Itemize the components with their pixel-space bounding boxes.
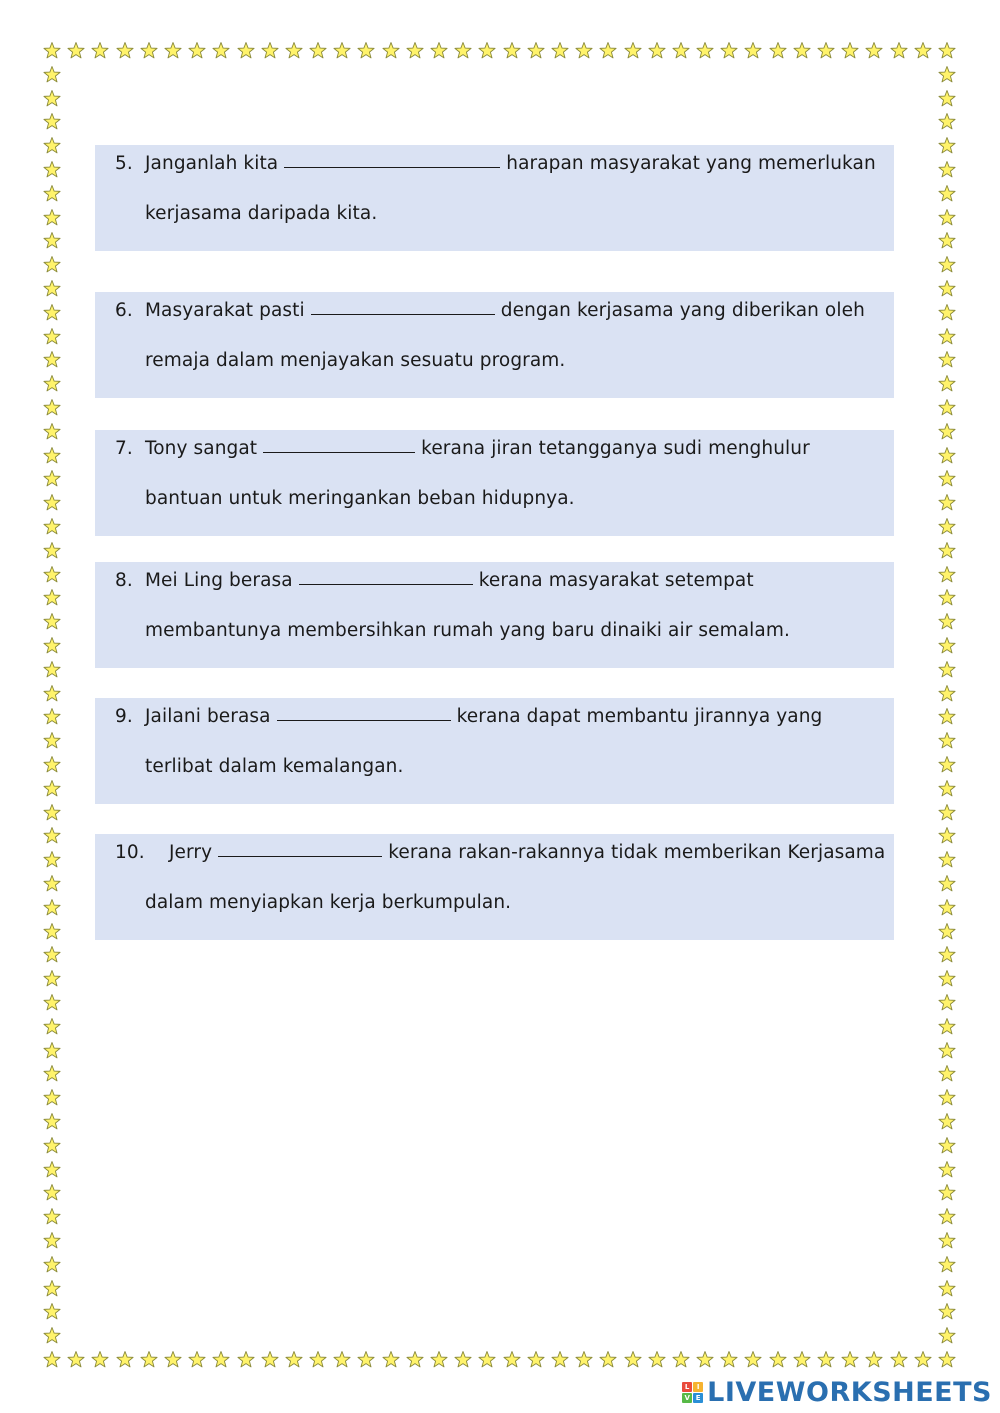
star-icon bbox=[42, 1350, 62, 1370]
star-icon bbox=[42, 446, 62, 466]
star-icon bbox=[526, 1350, 546, 1370]
star-icon bbox=[332, 41, 352, 61]
star-icon bbox=[42, 327, 62, 347]
star-icon bbox=[937, 374, 957, 394]
star-icon bbox=[405, 41, 425, 61]
star-icon bbox=[477, 41, 497, 61]
liveworksheets-logo-icon bbox=[682, 1382, 703, 1403]
question-text-before: Tony sangat bbox=[145, 438, 258, 459]
question-text-before: Masyarakat pasti bbox=[145, 300, 305, 321]
star-icon bbox=[66, 41, 86, 61]
star-icon bbox=[477, 1350, 497, 1370]
star-icon bbox=[42, 517, 62, 537]
star-icon bbox=[42, 684, 62, 704]
question-line-2: kerjasama daripada kita. bbox=[145, 203, 378, 224]
star-icon bbox=[937, 1326, 957, 1346]
star-icon bbox=[42, 969, 62, 989]
star-icon bbox=[743, 41, 763, 61]
star-icon bbox=[695, 1350, 715, 1370]
star-icon bbox=[42, 1112, 62, 1132]
star-icon bbox=[937, 1255, 957, 1275]
star-icon bbox=[42, 707, 62, 727]
star-icon bbox=[840, 41, 860, 61]
star-icon bbox=[284, 41, 304, 61]
star-icon bbox=[42, 112, 62, 132]
star-icon bbox=[42, 1207, 62, 1227]
star-icon bbox=[356, 41, 376, 61]
star-icon bbox=[42, 565, 62, 585]
answer-blank[interactable] bbox=[277, 720, 451, 721]
star-icon bbox=[937, 922, 957, 942]
question-number: 6. bbox=[115, 300, 133, 321]
question-line-1 bbox=[115, 570, 754, 591]
star-icon bbox=[864, 1350, 884, 1370]
star-icon bbox=[695, 41, 715, 61]
star-icon bbox=[937, 612, 957, 632]
star-icon bbox=[42, 1279, 62, 1299]
star-icon bbox=[90, 1350, 110, 1370]
question-5 bbox=[95, 145, 894, 251]
star-icon bbox=[937, 279, 957, 299]
star-icon bbox=[187, 1350, 207, 1370]
star-icon bbox=[526, 41, 546, 61]
star-icon bbox=[792, 41, 812, 61]
star-icon bbox=[598, 41, 618, 61]
star-icon bbox=[816, 41, 836, 61]
star-icon bbox=[937, 541, 957, 561]
question-text-before: Janganlah kita bbox=[145, 153, 279, 174]
star-icon bbox=[42, 1088, 62, 1108]
star-icon bbox=[42, 1255, 62, 1275]
star-icon bbox=[937, 660, 957, 680]
star-icon bbox=[163, 1350, 183, 1370]
question-number: 7. bbox=[115, 438, 133, 459]
star-icon bbox=[284, 1350, 304, 1370]
star-icon bbox=[913, 41, 933, 61]
star-icon bbox=[937, 136, 957, 156]
star-icon bbox=[42, 731, 62, 751]
star-icon bbox=[42, 422, 62, 442]
star-icon bbox=[115, 1350, 135, 1370]
star-icon bbox=[937, 112, 957, 132]
logo-letter: I bbox=[693, 1382, 703, 1392]
question-line-2: dalam menyiapkan kerja berkumpulan. bbox=[145, 892, 512, 913]
star-icon bbox=[42, 636, 62, 656]
star-icon bbox=[429, 41, 449, 61]
star-icon bbox=[889, 1350, 909, 1370]
star-icon bbox=[598, 1350, 618, 1370]
star-icon bbox=[864, 41, 884, 61]
star-icon bbox=[937, 565, 957, 585]
star-icon bbox=[550, 41, 570, 61]
star-icon bbox=[937, 65, 957, 85]
question-line-1 bbox=[115, 300, 865, 321]
star-icon bbox=[42, 1017, 62, 1037]
answer-blank[interactable] bbox=[299, 584, 473, 585]
star-icon bbox=[42, 1183, 62, 1203]
star-icon bbox=[453, 1350, 473, 1370]
star-icon bbox=[768, 41, 788, 61]
question-line-1 bbox=[115, 842, 885, 863]
star-icon bbox=[163, 41, 183, 61]
question-text-after: kerana masyarakat setempat bbox=[478, 570, 754, 591]
question-line-2: membantunya membersihkan rumah yang baru dinaiki air semalam. bbox=[145, 620, 790, 641]
star-icon bbox=[937, 1231, 957, 1251]
star-icon bbox=[937, 422, 957, 442]
star-icon bbox=[211, 41, 231, 61]
star-icon bbox=[671, 1350, 691, 1370]
star-icon bbox=[42, 208, 62, 228]
star-icon bbox=[937, 208, 957, 228]
question-line-1 bbox=[115, 153, 876, 174]
star-icon bbox=[937, 850, 957, 870]
star-icon bbox=[42, 1302, 62, 1322]
star-icon bbox=[937, 826, 957, 846]
star-icon bbox=[42, 398, 62, 418]
question-line-1 bbox=[115, 438, 810, 459]
star-icon bbox=[574, 1350, 594, 1370]
star-icon bbox=[937, 945, 957, 965]
star-icon bbox=[42, 89, 62, 109]
question-text-after: harapan masyarakat yang memerlukan bbox=[506, 153, 876, 174]
star-icon bbox=[42, 255, 62, 275]
star-icon bbox=[42, 136, 62, 156]
star-icon bbox=[937, 160, 957, 180]
star-icon bbox=[42, 65, 62, 85]
star-icon bbox=[768, 1350, 788, 1370]
star-icon bbox=[187, 41, 207, 61]
star-icon bbox=[66, 1350, 86, 1370]
question-7 bbox=[95, 430, 894, 536]
star-icon bbox=[937, 1207, 957, 1227]
star-icon bbox=[42, 898, 62, 918]
star-icon bbox=[236, 41, 256, 61]
question-9 bbox=[95, 698, 894, 804]
star-icon bbox=[937, 803, 957, 823]
answer-blank[interactable] bbox=[311, 314, 495, 315]
star-icon bbox=[671, 41, 691, 61]
question-line-2: bantuan untuk meringankan beban hidupnya. bbox=[145, 488, 575, 509]
question-text-before: Mei Ling berasa bbox=[145, 570, 293, 591]
star-icon bbox=[937, 1350, 957, 1370]
star-icon bbox=[937, 1041, 957, 1061]
star-icon bbox=[937, 446, 957, 466]
star-icon bbox=[42, 41, 62, 61]
star-icon bbox=[937, 874, 957, 894]
star-icon bbox=[429, 1350, 449, 1370]
star-icon bbox=[574, 41, 594, 61]
star-icon bbox=[937, 1017, 957, 1037]
star-icon bbox=[453, 41, 473, 61]
star-icon bbox=[937, 398, 957, 418]
star-icon bbox=[937, 303, 957, 323]
star-icon bbox=[42, 779, 62, 799]
star-icon bbox=[889, 41, 909, 61]
watermark-text: LIVEWORKSHEETS bbox=[707, 1376, 992, 1408]
star-icon bbox=[211, 1350, 231, 1370]
star-icon bbox=[308, 41, 328, 61]
star-icon bbox=[42, 279, 62, 299]
question-text-after: dengan kerjasama yang diberikan oleh bbox=[500, 300, 865, 321]
star-icon bbox=[816, 1350, 836, 1370]
star-icon bbox=[743, 1350, 763, 1370]
star-icon bbox=[937, 993, 957, 1013]
star-icon bbox=[937, 255, 957, 275]
star-icon bbox=[139, 41, 159, 61]
star-icon bbox=[937, 327, 957, 347]
star-icon bbox=[937, 1160, 957, 1180]
star-icon bbox=[332, 1350, 352, 1370]
star-icon bbox=[308, 1350, 328, 1370]
star-icon bbox=[937, 731, 957, 751]
star-icon bbox=[42, 374, 62, 394]
star-icon bbox=[381, 1350, 401, 1370]
question-6 bbox=[95, 292, 894, 398]
star-icon bbox=[937, 1112, 957, 1132]
question-8 bbox=[95, 562, 894, 668]
star-icon bbox=[42, 850, 62, 870]
star-icon bbox=[42, 826, 62, 846]
question-10 bbox=[95, 834, 894, 940]
question-number: 5. bbox=[115, 153, 133, 174]
star-icon bbox=[913, 1350, 933, 1370]
answer-blank[interactable] bbox=[263, 452, 415, 453]
star-icon bbox=[42, 588, 62, 608]
star-icon bbox=[42, 160, 62, 180]
star-icon bbox=[937, 231, 957, 251]
star-icon bbox=[260, 41, 280, 61]
star-icon bbox=[502, 41, 522, 61]
star-icon bbox=[937, 755, 957, 775]
question-number: 9. bbox=[115, 706, 133, 727]
star-icon bbox=[42, 541, 62, 561]
star-icon bbox=[90, 41, 110, 61]
star-icon bbox=[937, 1183, 957, 1203]
star-icon bbox=[647, 1350, 667, 1370]
star-icon bbox=[42, 660, 62, 680]
star-icon bbox=[792, 1350, 812, 1370]
star-icon bbox=[937, 684, 957, 704]
logo-letter: V bbox=[682, 1393, 692, 1403]
star-icon bbox=[937, 636, 957, 656]
star-icon bbox=[937, 184, 957, 204]
star-icon bbox=[42, 874, 62, 894]
star-icon bbox=[937, 493, 957, 513]
star-icon bbox=[42, 803, 62, 823]
star-icon bbox=[356, 1350, 376, 1370]
star-icon bbox=[381, 41, 401, 61]
star-icon bbox=[42, 1064, 62, 1084]
star-icon bbox=[937, 1088, 957, 1108]
star-icon bbox=[937, 41, 957, 61]
star-icon bbox=[937, 1136, 957, 1156]
star-icon bbox=[502, 1350, 522, 1370]
star-icon bbox=[937, 898, 957, 918]
star-icon bbox=[236, 1350, 256, 1370]
logo-letter: E bbox=[693, 1393, 703, 1403]
star-icon bbox=[937, 1302, 957, 1322]
star-icon bbox=[42, 755, 62, 775]
question-text-after: kerana jiran tetangganya sudi menghulur bbox=[421, 438, 810, 459]
star-icon bbox=[647, 41, 667, 61]
star-icon bbox=[115, 41, 135, 61]
star-icon bbox=[840, 1350, 860, 1370]
star-icon bbox=[937, 517, 957, 537]
answer-blank[interactable] bbox=[218, 856, 382, 857]
logo-letter: L bbox=[682, 1382, 692, 1392]
star-icon bbox=[42, 945, 62, 965]
star-icon bbox=[42, 303, 62, 323]
question-number: 8. bbox=[115, 570, 133, 591]
question-line-2: remaja dalam menjayakan sesuatu program. bbox=[145, 350, 566, 371]
star-icon bbox=[719, 1350, 739, 1370]
star-icon bbox=[937, 588, 957, 608]
star-icon bbox=[42, 350, 62, 370]
question-text-before: Jailani berasa bbox=[145, 706, 271, 727]
star-icon bbox=[623, 41, 643, 61]
star-icon bbox=[550, 1350, 570, 1370]
star-icon bbox=[42, 1160, 62, 1180]
star-icon bbox=[937, 707, 957, 727]
star-icon bbox=[937, 89, 957, 109]
star-icon bbox=[937, 469, 957, 489]
star-icon bbox=[937, 1064, 957, 1084]
question-text-after: kerana dapat membantu jirannya yang bbox=[456, 706, 823, 727]
star-icon bbox=[719, 41, 739, 61]
star-icon bbox=[623, 1350, 643, 1370]
star-icon bbox=[42, 1231, 62, 1251]
star-icon bbox=[42, 993, 62, 1013]
answer-blank[interactable] bbox=[284, 167, 500, 168]
star-icon bbox=[937, 779, 957, 799]
question-text-before: Jerry bbox=[169, 842, 213, 863]
question-line-2: terlibat dalam kemalangan. bbox=[145, 756, 404, 777]
star-icon bbox=[42, 1041, 62, 1061]
question-line-1 bbox=[115, 706, 822, 727]
star-icon bbox=[42, 493, 62, 513]
star-icon bbox=[937, 1279, 957, 1299]
star-icon bbox=[42, 922, 62, 942]
star-icon bbox=[405, 1350, 425, 1370]
star-icon bbox=[260, 1350, 280, 1370]
star-icon bbox=[42, 612, 62, 632]
star-icon bbox=[42, 1136, 62, 1156]
star-icon bbox=[42, 469, 62, 489]
star-icon bbox=[42, 1326, 62, 1346]
star-icon bbox=[937, 969, 957, 989]
question-number: 10. bbox=[115, 842, 145, 863]
liveworksheets-watermark bbox=[682, 1377, 992, 1407]
question-text-after: kerana rakan-rakannya tidak memberikan Kerjasama bbox=[388, 842, 886, 863]
star-icon bbox=[42, 231, 62, 251]
star-icon bbox=[42, 184, 62, 204]
star-icon bbox=[139, 1350, 159, 1370]
star-icon bbox=[937, 350, 957, 370]
